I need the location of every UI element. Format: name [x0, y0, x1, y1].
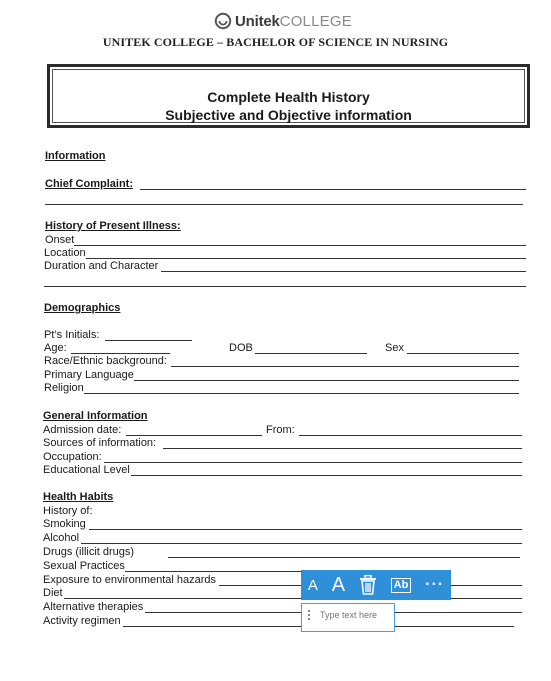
exposure-line-right	[451, 585, 522, 586]
hpi-heading: History of Present Illness:	[45, 220, 181, 232]
activity-label: Activity regimen	[43, 615, 121, 627]
decrease-font-icon[interactable]: A	[307, 576, 318, 594]
alcohol-line	[81, 543, 522, 544]
religion-line	[84, 393, 519, 394]
diet-label: Diet	[43, 587, 63, 599]
smoking-line	[89, 529, 522, 530]
language-line	[134, 380, 519, 381]
onset-label: Onset	[45, 234, 75, 246]
sexual-line	[125, 571, 301, 572]
increase-font-icon[interactable]: A	[331, 573, 346, 596]
text-style-icon[interactable]: Ab	[391, 578, 412, 593]
location-line	[86, 258, 526, 259]
dob-label: DOB	[229, 342, 253, 354]
text-annotation-toolbar	[301, 570, 451, 600]
unitek-logo	[214, 10, 352, 32]
exposure-line	[219, 585, 301, 586]
page-subtitle: Subjective and Objective information	[165, 107, 412, 123]
religion-label: Religion	[44, 382, 84, 394]
chief-complaint-line-2	[45, 204, 523, 205]
chief-complaint-heading: Chief Complaint:	[45, 178, 133, 190]
duration-label: Duration and Character	[44, 260, 159, 272]
race-label: Race/Ethnic background:	[44, 355, 167, 367]
admission-label: Admission date:	[43, 424, 122, 436]
general-heading: General Information	[43, 410, 148, 422]
drugs-line	[168, 557, 520, 558]
pt-initials-line	[105, 340, 192, 341]
location-label: Location	[44, 247, 86, 259]
from-label: From:	[266, 424, 295, 436]
annotation-text-input[interactable]	[320, 610, 390, 620]
logo-secondary-text: COLLEGE	[279, 12, 352, 30]
alt-therapies-label: Alternative therapies	[43, 601, 144, 613]
race-line	[171, 366, 519, 367]
page-title: Complete Health History	[207, 89, 370, 105]
education-line	[131, 475, 522, 476]
onset-line	[74, 245, 526, 246]
alt-therapies-line	[145, 612, 301, 613]
exposure-label: Exposure to environmental hazards	[43, 574, 217, 586]
sexual-label: Sexual Practices	[43, 560, 125, 572]
pt-initials-label: Pt’s Initials:	[44, 329, 100, 341]
habits-heading: Health Habits	[43, 491, 114, 503]
chief-complaint-line	[140, 189, 526, 190]
demographics-heading: Demographics	[44, 302, 121, 314]
smoking-label: Smoking	[43, 518, 86, 530]
history-of-label: History of:	[43, 505, 93, 517]
sex-label: Sex	[385, 342, 404, 354]
drag-handle-icon[interactable]	[308, 610, 311, 624]
occupation-label: Occupation:	[43, 451, 102, 463]
college-line: UNITEK COLLEGE – BACHELOR OF SCIENCE IN NURSING	[102, 35, 449, 49]
duration-line	[161, 271, 526, 272]
dob-line	[255, 353, 367, 354]
unitek-logo-icon	[214, 12, 232, 30]
alt-therapies-line-right	[394, 612, 522, 613]
age-label: Age:	[44, 342, 67, 354]
information-heading: Information	[45, 150, 106, 162]
sources-label: Sources of information:	[43, 437, 157, 449]
trash-icon[interactable]	[359, 575, 377, 595]
more-icon[interactable]: ···	[425, 576, 445, 593]
language-label: Primary Language	[44, 369, 134, 381]
age-line	[71, 353, 170, 354]
sources-line	[163, 448, 522, 449]
from-line	[299, 435, 522, 436]
education-label: Educational Level	[43, 464, 130, 476]
activity-line	[123, 626, 301, 627]
occupation-line	[104, 462, 522, 463]
text-annotation-box[interactable]	[301, 603, 395, 632]
diet-line	[64, 598, 301, 599]
sex-line	[407, 353, 519, 354]
admission-line	[126, 435, 262, 436]
logo-primary-text: Unitek	[235, 12, 280, 30]
activity-line-right	[394, 626, 514, 627]
drugs-label: Drugs (illicit drugs)	[43, 546, 135, 558]
alcohol-label: Alcohol	[43, 532, 80, 544]
duration-line-2	[44, 286, 526, 287]
